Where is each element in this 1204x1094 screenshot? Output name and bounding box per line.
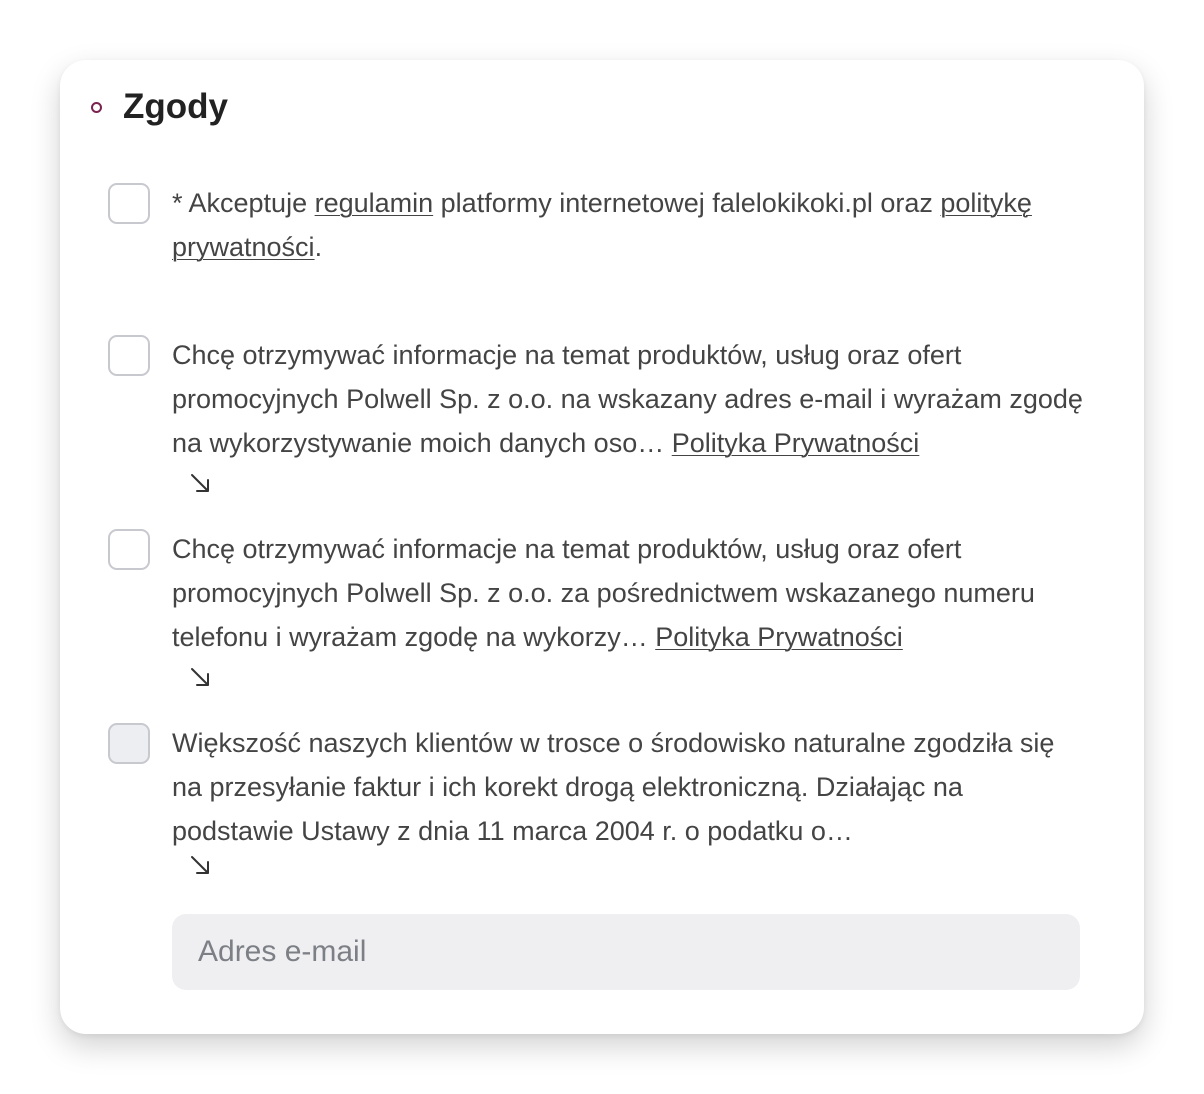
circle-bullet-icon bbox=[91, 102, 102, 113]
terms-checkbox[interactable] bbox=[108, 183, 150, 224]
e-invoice-checkbox[interactable] bbox=[108, 723, 150, 764]
consent-phone-marketing bbox=[108, 527, 1084, 689]
privacy-policy-link[interactable]: politykę prywatności bbox=[172, 188, 1032, 262]
section-header bbox=[91, 86, 228, 128]
consent-email-marketing bbox=[108, 333, 1084, 495]
phone-marketing-checkbox[interactable] bbox=[108, 529, 150, 570]
arrow-down-right-icon[interactable] bbox=[188, 853, 212, 877]
email-field[interactable] bbox=[172, 914, 1080, 990]
consent-terms bbox=[108, 181, 1084, 269]
privacy-policy-link[interactable]: Polityka Prywatności bbox=[655, 622, 903, 652]
consent-email-marketing-text: Chcę otrzymywać informacje na temat produktów, usług oraz ofert promocyjnych Polwell Sp. z o.o. na wskazany adres e-mail i wyrażam zgodę na wykorzystywanie moich danych oso… Polityka Prywatności bbox=[172, 340, 1083, 458]
arrow-down-right-icon[interactable] bbox=[188, 665, 212, 689]
privacy-policy-link[interactable]: Polityka Prywatności bbox=[671, 428, 920, 458]
consent-e-invoice bbox=[108, 721, 1084, 877]
consent-terms-text: * Akceptuje regulamin platformy internetowej falelokikoki.pl oraz politykę prywatności. bbox=[172, 188, 1032, 262]
arrow-down-right-icon[interactable] bbox=[188, 471, 212, 495]
section-title: Zgody bbox=[123, 87, 228, 126]
terms-link[interactable]: regulamin bbox=[314, 188, 434, 218]
consent-phone-marketing-text: Chcę otrzymywać informacje na temat produktów, usług oraz ofert promocyjnych Polwell Sp. z o.o. za pośrednictwem wskazanego numeru telefonu i wyrażam zgodę na wykorzy… Polityka Prywatności bbox=[172, 534, 1035, 652]
consent-e-invoice-text: Większość naszych klientów w trosce o środowisko naturalne zgodziła się na przesyłanie faktur i ich korekt drogą elektroniczną. Działając na podstawie Ustawy z dnia 11 marca 2004 r. o podatku o… bbox=[172, 728, 1055, 846]
email-marketing-checkbox[interactable] bbox=[108, 335, 150, 376]
consents-card bbox=[60, 60, 1144, 1034]
